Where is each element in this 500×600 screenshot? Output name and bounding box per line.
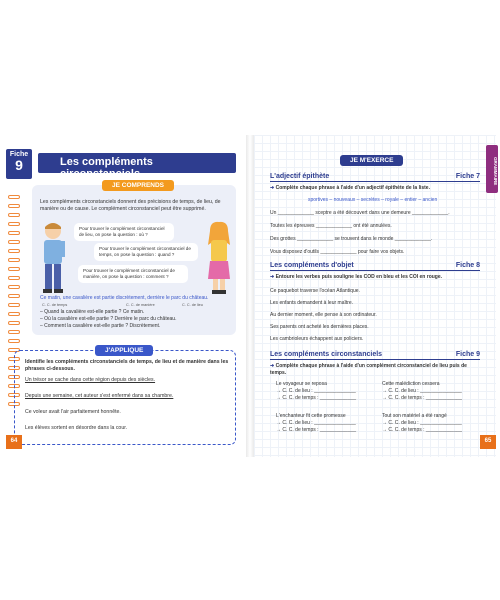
- objet-line-1: Ce paquebot traverse l'océan Atlantique.: [270, 288, 360, 294]
- bubble-lieu: Pour trouver le complément circonstanciel de lieu, on pose la question : où ?: [74, 223, 174, 241]
- j-applique-label: J'APPLIQUE: [95, 345, 153, 356]
- intro-text: Les compléments circonstanciels donnent des précisions de temps, de lieu, de manière ou de cause. Le complément circonstanciel peut être supprimé.: [40, 199, 221, 212]
- girl-illustration: [202, 221, 236, 297]
- section-adjectif-title: [270, 173, 480, 182]
- section-adjectif-question: ➜ Complète chaque phrase à l'aide d'un adjectif épithète de la liste.: [270, 185, 430, 191]
- objet-line-3: Au dernier moment, elle pense à son ordinateur.: [270, 312, 377, 318]
- app-sentence-4: Les élèves sortent en désordre dans la cour.: [25, 425, 128, 431]
- section-objet-title: [270, 262, 480, 271]
- objet-line-2: Les enfants demandent à leur maître.: [270, 300, 354, 306]
- left-page: [6, 135, 246, 457]
- caption-lieu: C. C. de lieu: [182, 303, 203, 307]
- app-sentence-2: Depuis une semaine, cet auteur s'est enfermé dans sa chambre.: [25, 393, 174, 399]
- question-ou: – Où la cavalière est-elle partie ? Derrière le parc du château.: [40, 316, 177, 322]
- je-comprends-label: JE COMPRENDS: [102, 180, 174, 191]
- section-adjectif-fiche: Fiche 7: [455, 173, 480, 180]
- cc-block-3: L'enchanteur fit cette promesse → C. C. de lieu : _______________ → C. C. de temps : _____________: [276, 413, 357, 433]
- bubble-maniere: Pour trouver le complément circonstanciel de manière, on pose la question : comment ?: [78, 265, 188, 283]
- page-number-left: 64: [6, 435, 22, 449]
- caption-temps: C. C. de temps: [42, 303, 68, 307]
- adjectif-line-1: Un _____________ sceptre a été découvert dans une demeure _____________.: [270, 210, 450, 216]
- cc-block-1: Le voyageur se reposa → C. C. de lieu : _______________ → C. C. de temps : _____________: [276, 381, 357, 401]
- question-quand: – Quand la cavalière est-elle partie ? Ce matin.: [40, 309, 145, 315]
- cc-block-4: Tout son matériel a été rangé → C. C. de lieu : _______________ → C. C. de temps : _____________: [382, 413, 463, 433]
- objet-line-4: Ses parents ont acheté les dernières places.: [270, 324, 369, 330]
- boy-illustration: [36, 221, 70, 297]
- adjectif-line-3: Des grottes _____________ se trouvent dans le monde _____________.: [270, 236, 433, 242]
- je-comprends-box: [32, 182, 236, 335]
- cc-block-2: Cette malédiction cessera → C. C. de lieu : _______________ → C. C. de temps : _____________: [382, 381, 463, 401]
- example-sentence: [40, 295, 232, 302]
- caption-maniere: C. C. de manière: [126, 303, 155, 307]
- fiche-number: 9: [15, 157, 23, 173]
- fiche-label: Fiche: [9, 151, 29, 158]
- right-page: [254, 135, 496, 457]
- page-number-right: 65: [480, 435, 496, 449]
- page-title: Les compléments circonstanciels: [38, 153, 236, 173]
- je-m-exerce-label: JE M'EXERCE: [340, 155, 403, 166]
- app-sentence-1: Un trésor se cache dans cette région depuis des siècles.: [25, 377, 156, 383]
- grammaire-side-tab: GRAMMAIRE: [486, 145, 498, 193]
- fiche-tab: [6, 149, 32, 179]
- app-sentence-3: Ce voleur avait l'air parfaitement honnête.: [25, 409, 121, 415]
- book-gutter: [246, 135, 254, 457]
- objet-line-5: Les cambrioleurs échappent aux policiers.: [270, 336, 364, 342]
- j-applique-box: [14, 347, 236, 445]
- section-circonstanciels-fiche: Fiche 9: [455, 351, 480, 358]
- adjectif-line-2: Toutes les épreuves _____________ ont été annulées.: [270, 223, 392, 229]
- adjectif-word-list: sportives – nouveaux – secrètes – royale – entier – ancien: [308, 197, 438, 203]
- section-objet-question: ➜ Entoure les verbes puis souligne les COD en bleu et les COI en rouge.: [270, 274, 443, 280]
- example-text: Ce matin, une cavalière est partie discrètement, derrière le parc du château.: [40, 295, 209, 301]
- adjectif-line-4: Vous disposez d'outils _____________ pour faire vos objets.: [270, 249, 405, 255]
- section-circonstanciels-heading: Les compléments circonstanciels: [270, 351, 383, 358]
- question-comment: – Comment la cavalière est-elle partie ? Discrètement.: [40, 323, 161, 329]
- section-adjectif-heading: L'adjectif épithète: [270, 173, 330, 180]
- section-objet-fiche: Fiche 8: [455, 262, 480, 269]
- section-objet-heading: Les compléments d'objet: [270, 262, 354, 269]
- section-circonstanciels-title: [270, 351, 480, 360]
- app-instruction: Identifie les compléments circonstanciels de temps, de lieu et de manière dans les phrases ci-dessous.: [25, 359, 229, 372]
- bubble-temps: Pour trouver le complément circonstanciel de temps, on pose la question : quand ?: [94, 243, 198, 261]
- section-circonstanciels-question: ➜ Complète chaque phrase à l'aide d'un complément circonstanciel de lieu puis de temps.: [270, 363, 467, 376]
